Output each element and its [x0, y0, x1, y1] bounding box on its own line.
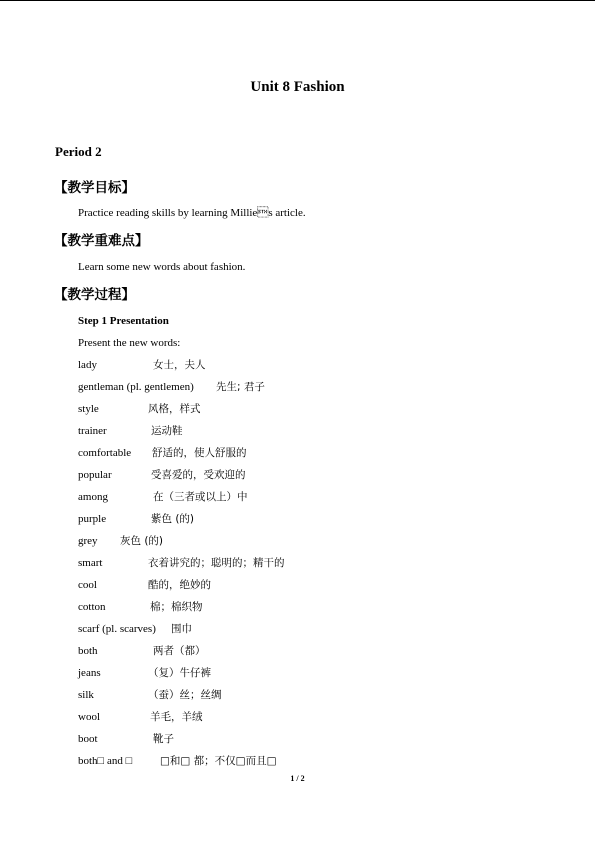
vocab-row	[78, 423, 558, 445]
vocab-row	[78, 599, 558, 621]
vocab-chinese: 灰色 (的)	[120, 535, 164, 547]
step1-intro: Present the new words:	[78, 337, 181, 349]
vocab-chinese: 受喜爱的，受欢迎的	[151, 469, 246, 481]
vocab-row	[78, 731, 558, 753]
step1-title: Step 1 Presentation	[78, 315, 169, 327]
vocab-english: cotton	[78, 601, 106, 613]
vocab-row	[78, 753, 558, 775]
vocab-english: smart	[78, 557, 103, 569]
vocab-row	[78, 533, 558, 555]
vocab-english: scarf (pl. scarves)	[78, 623, 156, 635]
vocab-chinese: （蚕）丝；丝绸	[148, 689, 222, 701]
vocab-english: silk	[78, 689, 94, 701]
vocab-chinese: 两者（都）	[153, 645, 206, 657]
vocab-english: boot	[78, 733, 98, 745]
vocab-chinese: 衣着讲究的；聪明的；精干的	[148, 557, 285, 569]
vocab-chinese: 酷的，绝妙的	[148, 579, 211, 591]
vocab-english: style	[78, 403, 99, 415]
vocab-english: gentleman (pl. gentlemen)	[78, 381, 194, 393]
key-points-text: Learn some new words about fashion.	[78, 261, 246, 273]
document-title: Unit 8 Fashion	[250, 79, 345, 95]
vocab-chinese: 先生; 君子	[216, 381, 265, 393]
vocab-english: among	[78, 491, 108, 503]
vocab-chinese: 舒适的，使人舒服的	[152, 447, 247, 459]
vocab-chinese: □和□ 都；不仅□而且□	[160, 755, 277, 767]
vocab-english: popular	[78, 469, 112, 481]
vocab-row	[78, 643, 558, 665]
vocab-english: cool	[78, 579, 97, 591]
vocab-english: purple	[78, 513, 107, 525]
vocab-chinese: 在（三者或以上）中	[153, 491, 248, 503]
vocab-row	[78, 709, 558, 731]
vocab-english: wool	[78, 711, 100, 723]
vocab-english: lady	[78, 359, 97, 371]
page-number: 1 / 2	[290, 774, 305, 783]
vocab-row	[78, 665, 558, 687]
vocab-row	[78, 445, 558, 467]
vocab-row	[78, 577, 558, 599]
vocab-chinese: （复）牛仔裤	[148, 667, 211, 679]
vocab-english: jeans	[78, 667, 101, 679]
vocab-english: comfortable	[78, 447, 132, 459]
vocab-row	[78, 401, 558, 423]
vocab-row	[78, 511, 558, 533]
vocab-row	[78, 489, 558, 511]
vocab-chinese: 风格，样式	[148, 403, 201, 415]
period-label: Period 2	[55, 144, 102, 159]
vocab-chinese: 女士，夫人	[153, 359, 206, 371]
vocab-chinese: 围巾	[171, 623, 192, 635]
vocab-row	[78, 687, 558, 709]
objectives-heading: 【教学目标】	[54, 180, 135, 196]
vocab-row	[78, 379, 558, 401]
objectives-text: Practice reading skills by learning Millies article.	[78, 207, 306, 219]
vocabulary-list	[78, 357, 558, 775]
vocab-english: both□ and □	[78, 755, 133, 767]
process-heading: 【教学过程】	[54, 287, 135, 303]
key-points-heading: 【教学重难点】	[54, 233, 149, 249]
vocab-chinese: 棉；棉织物	[150, 601, 203, 613]
vocab-chinese: 靴子	[153, 733, 174, 745]
vocab-row	[78, 555, 558, 577]
vocab-row	[78, 357, 558, 379]
top-border-line	[0, 0, 595, 1]
vocab-chinese: 运动鞋	[151, 425, 183, 437]
vocab-english: both	[78, 645, 98, 657]
vocab-row	[78, 467, 558, 489]
vocab-row	[78, 621, 558, 643]
vocab-english: trainer	[78, 425, 107, 437]
vocab-chinese: 羊毛，羊绒	[150, 711, 203, 723]
vocab-chinese: 紫色 (的)	[151, 513, 195, 525]
vocab-english: grey	[78, 535, 98, 547]
